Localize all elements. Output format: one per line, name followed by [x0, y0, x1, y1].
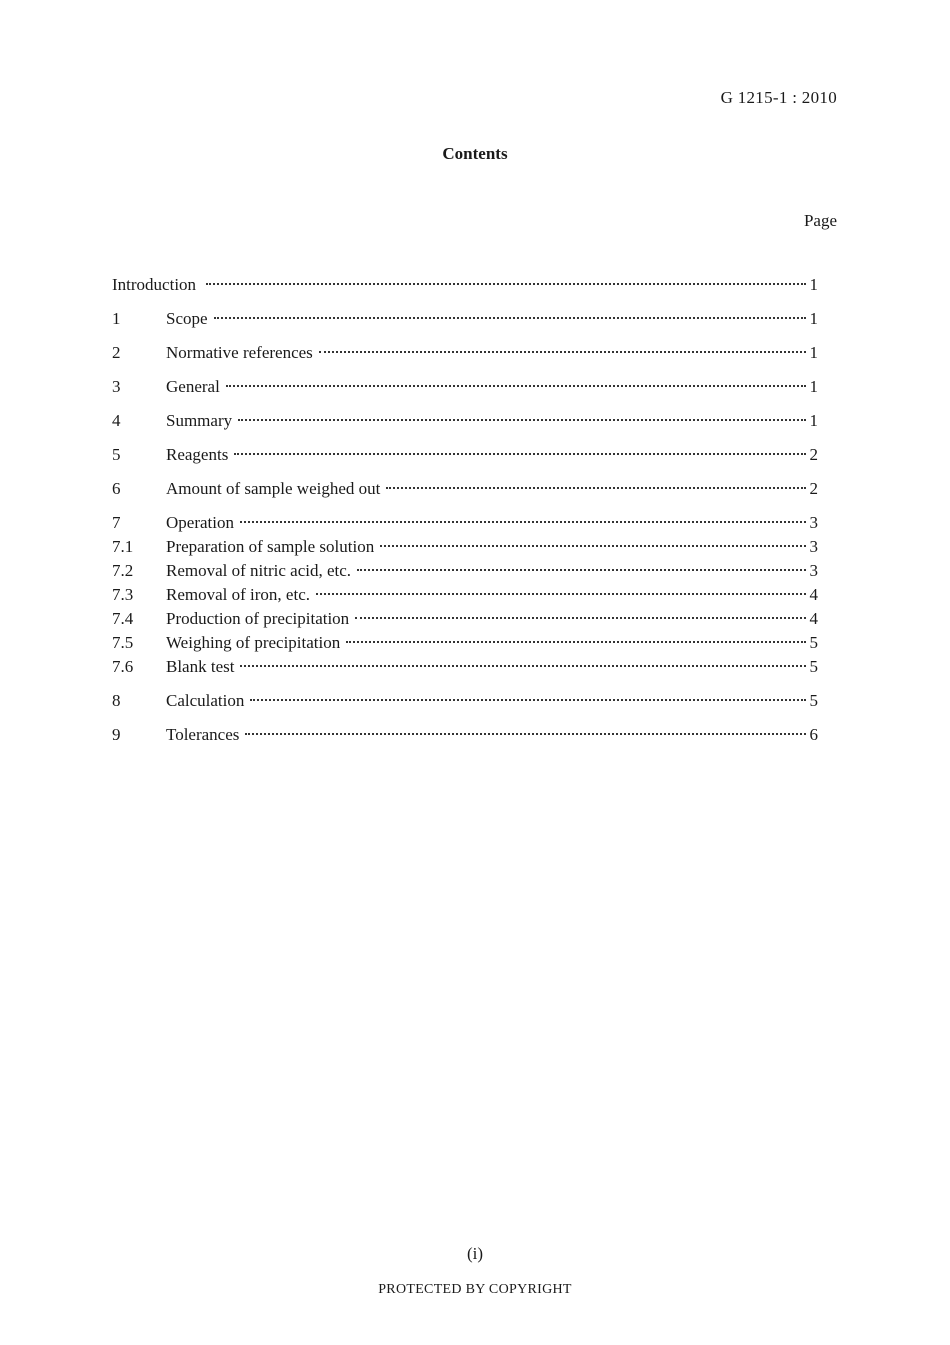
- toc-page: 5: [809, 691, 818, 710]
- toc-leader: [234, 453, 805, 455]
- toc-leader: [250, 699, 805, 701]
- toc-page: 1: [809, 309, 818, 328]
- toc-entry-8[interactable]: [112, 691, 818, 715]
- toc-number: 7.5: [112, 633, 134, 652]
- toc-number: 7: [112, 513, 121, 532]
- toc-leader: [355, 617, 805, 619]
- toc-page: 1: [809, 275, 818, 294]
- toc-page: 1: [809, 377, 818, 396]
- footer-copyright: PROTECTED BY COPYRIGHT: [378, 1282, 572, 1297]
- toc-page: 3: [809, 513, 818, 532]
- toc-label: Tolerances: [166, 725, 240, 744]
- toc-entry-7[interactable]: [112, 513, 818, 537]
- toc-leader: [240, 521, 806, 523]
- toc-number: 7.6: [112, 657, 134, 676]
- toc-page: 5: [809, 633, 818, 652]
- toc-entry-6[interactable]: [112, 479, 818, 503]
- toc-number: 6: [112, 479, 121, 498]
- toc-leader: [319, 351, 806, 353]
- toc-entry-7-3[interactable]: [112, 585, 818, 609]
- toc-label: Preparation of sample solution: [166, 537, 375, 556]
- toc-number: 8: [112, 691, 121, 710]
- toc-label: Scope: [166, 309, 208, 328]
- toc-label: Removal of iron, etc.: [166, 585, 310, 604]
- toc-page: 1: [809, 411, 818, 430]
- toc-label: Removal of nitric acid, etc.: [166, 561, 352, 580]
- toc-page: 2: [809, 445, 818, 464]
- toc-number: 9: [112, 725, 121, 744]
- toc-entry-introduction[interactable]: [112, 275, 818, 299]
- toc-number: 4: [112, 411, 121, 430]
- toc-leader: [214, 317, 806, 319]
- toc-leader: [346, 641, 805, 643]
- toc-page: 6: [809, 725, 818, 744]
- toc-entry-7-4[interactable]: [112, 609, 818, 633]
- toc-label: Blank test: [166, 657, 235, 676]
- toc-leader: [316, 593, 806, 595]
- toc-entry-7-1[interactable]: [112, 537, 818, 561]
- toc-label: Summary: [166, 411, 233, 430]
- table-of-contents: [112, 275, 818, 749]
- toc-label: Production of precipitation: [166, 609, 350, 628]
- toc-label: Reagents: [166, 445, 229, 464]
- toc-entry-9[interactable]: [112, 725, 818, 749]
- toc-leader: [238, 419, 805, 421]
- toc-page: 2: [809, 479, 818, 498]
- toc-entry-1[interactable]: [112, 309, 818, 333]
- toc-leader: [206, 283, 805, 285]
- document-id: G 1215-1 : 2010: [720, 88, 837, 107]
- toc-label: Normative references: [166, 343, 313, 362]
- toc-label: Operation: [166, 513, 234, 532]
- toc-number: 7.1: [112, 537, 134, 556]
- toc-leader: [357, 569, 805, 571]
- toc-number: 7.4: [112, 609, 134, 628]
- toc-entry-2[interactable]: [112, 343, 818, 367]
- toc-leader: [386, 487, 805, 489]
- toc-label: Amount of sample weighed out: [166, 479, 381, 498]
- toc-entry-3[interactable]: [112, 377, 818, 401]
- toc-number: 5: [112, 445, 121, 464]
- toc-number: 7.2: [112, 561, 134, 580]
- page-title: Contents: [442, 144, 508, 163]
- toc-entry-4[interactable]: [112, 411, 818, 435]
- toc-number: 1: [112, 309, 121, 328]
- toc-leader: [226, 385, 806, 387]
- toc-label: Weighing of precipitation: [166, 633, 341, 652]
- toc-entry-5[interactable]: [112, 445, 818, 469]
- toc-number: 7.3: [112, 585, 134, 604]
- toc-entry-7-6[interactable]: [112, 657, 818, 681]
- toc-page: 4: [809, 609, 818, 628]
- toc-leader: [245, 733, 805, 735]
- toc-leader: [380, 545, 805, 547]
- toc-label: Calculation: [166, 691, 245, 710]
- toc-page: 3: [809, 561, 818, 580]
- page-column-label: Page: [803, 211, 837, 230]
- toc-number: 3: [112, 377, 121, 396]
- toc-label: General: [166, 377, 220, 396]
- toc-page: 4: [809, 585, 818, 604]
- toc-label: Introduction: [112, 275, 197, 294]
- toc-page: 5: [809, 657, 818, 676]
- toc-page: 1: [809, 343, 818, 362]
- toc-number: 2: [112, 343, 121, 362]
- toc-entry-7-5[interactable]: [112, 633, 818, 657]
- toc-entry-7-2[interactable]: [112, 561, 818, 585]
- toc-page: 3: [809, 537, 818, 556]
- footer-page-number: (i): [466, 1244, 484, 1263]
- toc-leader: [240, 665, 805, 667]
